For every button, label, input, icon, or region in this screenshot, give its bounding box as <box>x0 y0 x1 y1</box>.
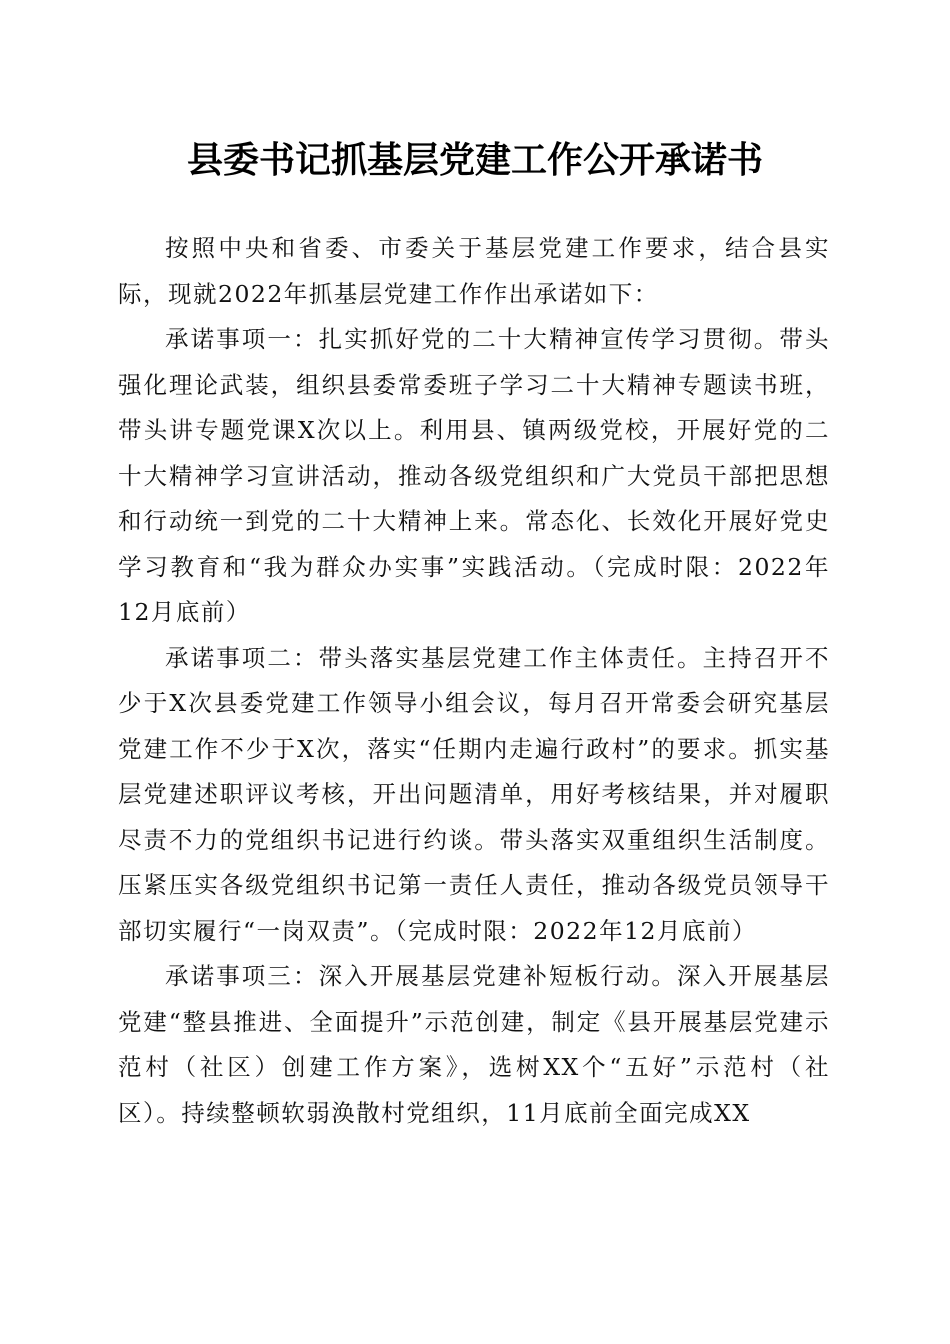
commitment-item-2: 承诺事项二：带头落实基层党建工作主体责任。主持召开不少于X次县委党建工作领导小组会议，每月召开常委会研究基层党建工作不少于X次，落实“任期内走遍行政村”的要求。抓实基层党建述职评议考核，开出问题清单，用好考核结果，并对履职尽责不力的党组织书记进行约谈。带头落实双重组织生活制度。压紧压实各级党组织书记第一责任人责任，推动各级党员领导干部切实履行“一岗双责”。（完成时限：2022年12月底前） <box>118 643 830 945</box>
commitment-item-1: 承诺事项一：扎实抓好党的二十大精神宣传学习贯彻。带头强化理论武装，组织县委常委班子学习二十大精神专题读书班，带头讲专题党课X次以上。利用县、镇两级党校，开展好党的二十大精神学习宣讲活动，推动各级党组织和广大党员干部把思想和行动统一到党的二十大精神上来。常态化、长效化开展好党史学习教育和“我为群众办实事”实践活动。（完成时限：2022年12月底前） <box>118 325 830 626</box>
document-title: 县委书记抓基层党建工作公开承诺书 <box>186 139 763 181</box>
document-body <box>118 226 830 1136</box>
commitment-item-3: 承诺事项三：深入开展基层党建补短板行动。深入开展基层党建“整县推进、全面提升”示范创建，制定《县开展基层党建示范村（社区）创建工作方案》，选树XX个“五好”示范村（社区）。持续整顿软弱涣散村党组织，11月底前全面完成XX <box>118 962 830 1127</box>
intro-paragraph: 按照中央和省委、市委关于基层党建工作要求，结合县实际，现就2022年抓基层党建工作作出承诺如下： <box>118 234 830 308</box>
